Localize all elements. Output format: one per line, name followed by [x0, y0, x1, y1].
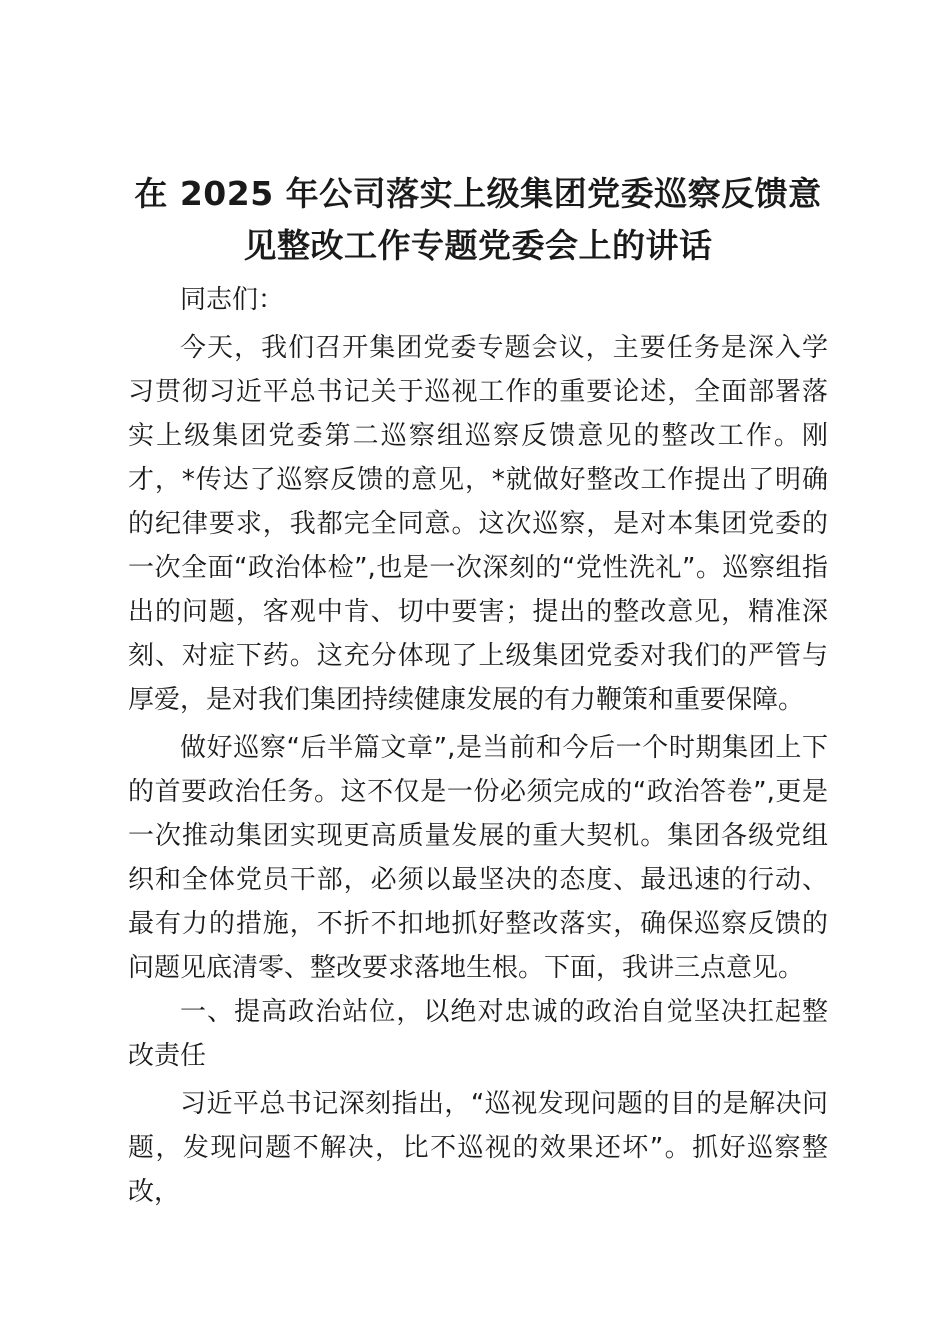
- paragraph-opening: 今天，我们召开集团党委专题会议，主要任务是深入学习贯彻习近平总书记关于巡视工作的重要论述，全面部署落实上级集团党委第二巡察组巡察反馈意见的整改工作。刚才，*传达了巡察反馈的意见，*就做好整改工作提出了明确的纪律要求，我都完全同意。这次巡察，是对本集团党委的一次全面“政治体检”,也是一次深刻的“党性洗礼”。巡察组指出的问题，客观中肯、切中要害；提出的整改意见，精准深刻、对症下药。这充分体现了上级集团党委对我们的严管与厚爱，是对我们集团持续健康发展的有力鞭策和重要保障。: [128, 333, 828, 715]
- paragraph-task: 做好巡察“后半篇文章”,是当前和今后一个时期集团上下的首要政治任务。这不仅是一份必须完成的“政治答卷”,更是一次推动集团实现更高质量发展的重大契机。集团各级党组织和全体党员干部，必须以最坚决的态度、最迅速的行动、最有力的措施，不折不扣地抓好整改落实，确保巡察反馈的问题见底清零、整改要求落地生根。下面，我讲三点意见。: [128, 733, 828, 983]
- paragraph-section-1: 习近平总书记深刻指出，“巡视发现问题的目的是解决问题，发现问题不解决，比不巡视的效果还坏”。抓好巡察整改，: [128, 1089, 828, 1207]
- document-title: [128, 168, 828, 272]
- document-page: [128, 168, 828, 1214]
- title-line-1: 在 2025 年公司落实上级集团党委巡察反馈意: [134, 174, 822, 213]
- greeting: 同志们：: [180, 285, 285, 315]
- title-line-2: 见整改工作专题党委会上的讲话: [243, 226, 713, 265]
- section-heading-1: 一、提高政治站位，以绝对忠诚的政治自觉坚决扛起整改责任: [128, 997, 828, 1071]
